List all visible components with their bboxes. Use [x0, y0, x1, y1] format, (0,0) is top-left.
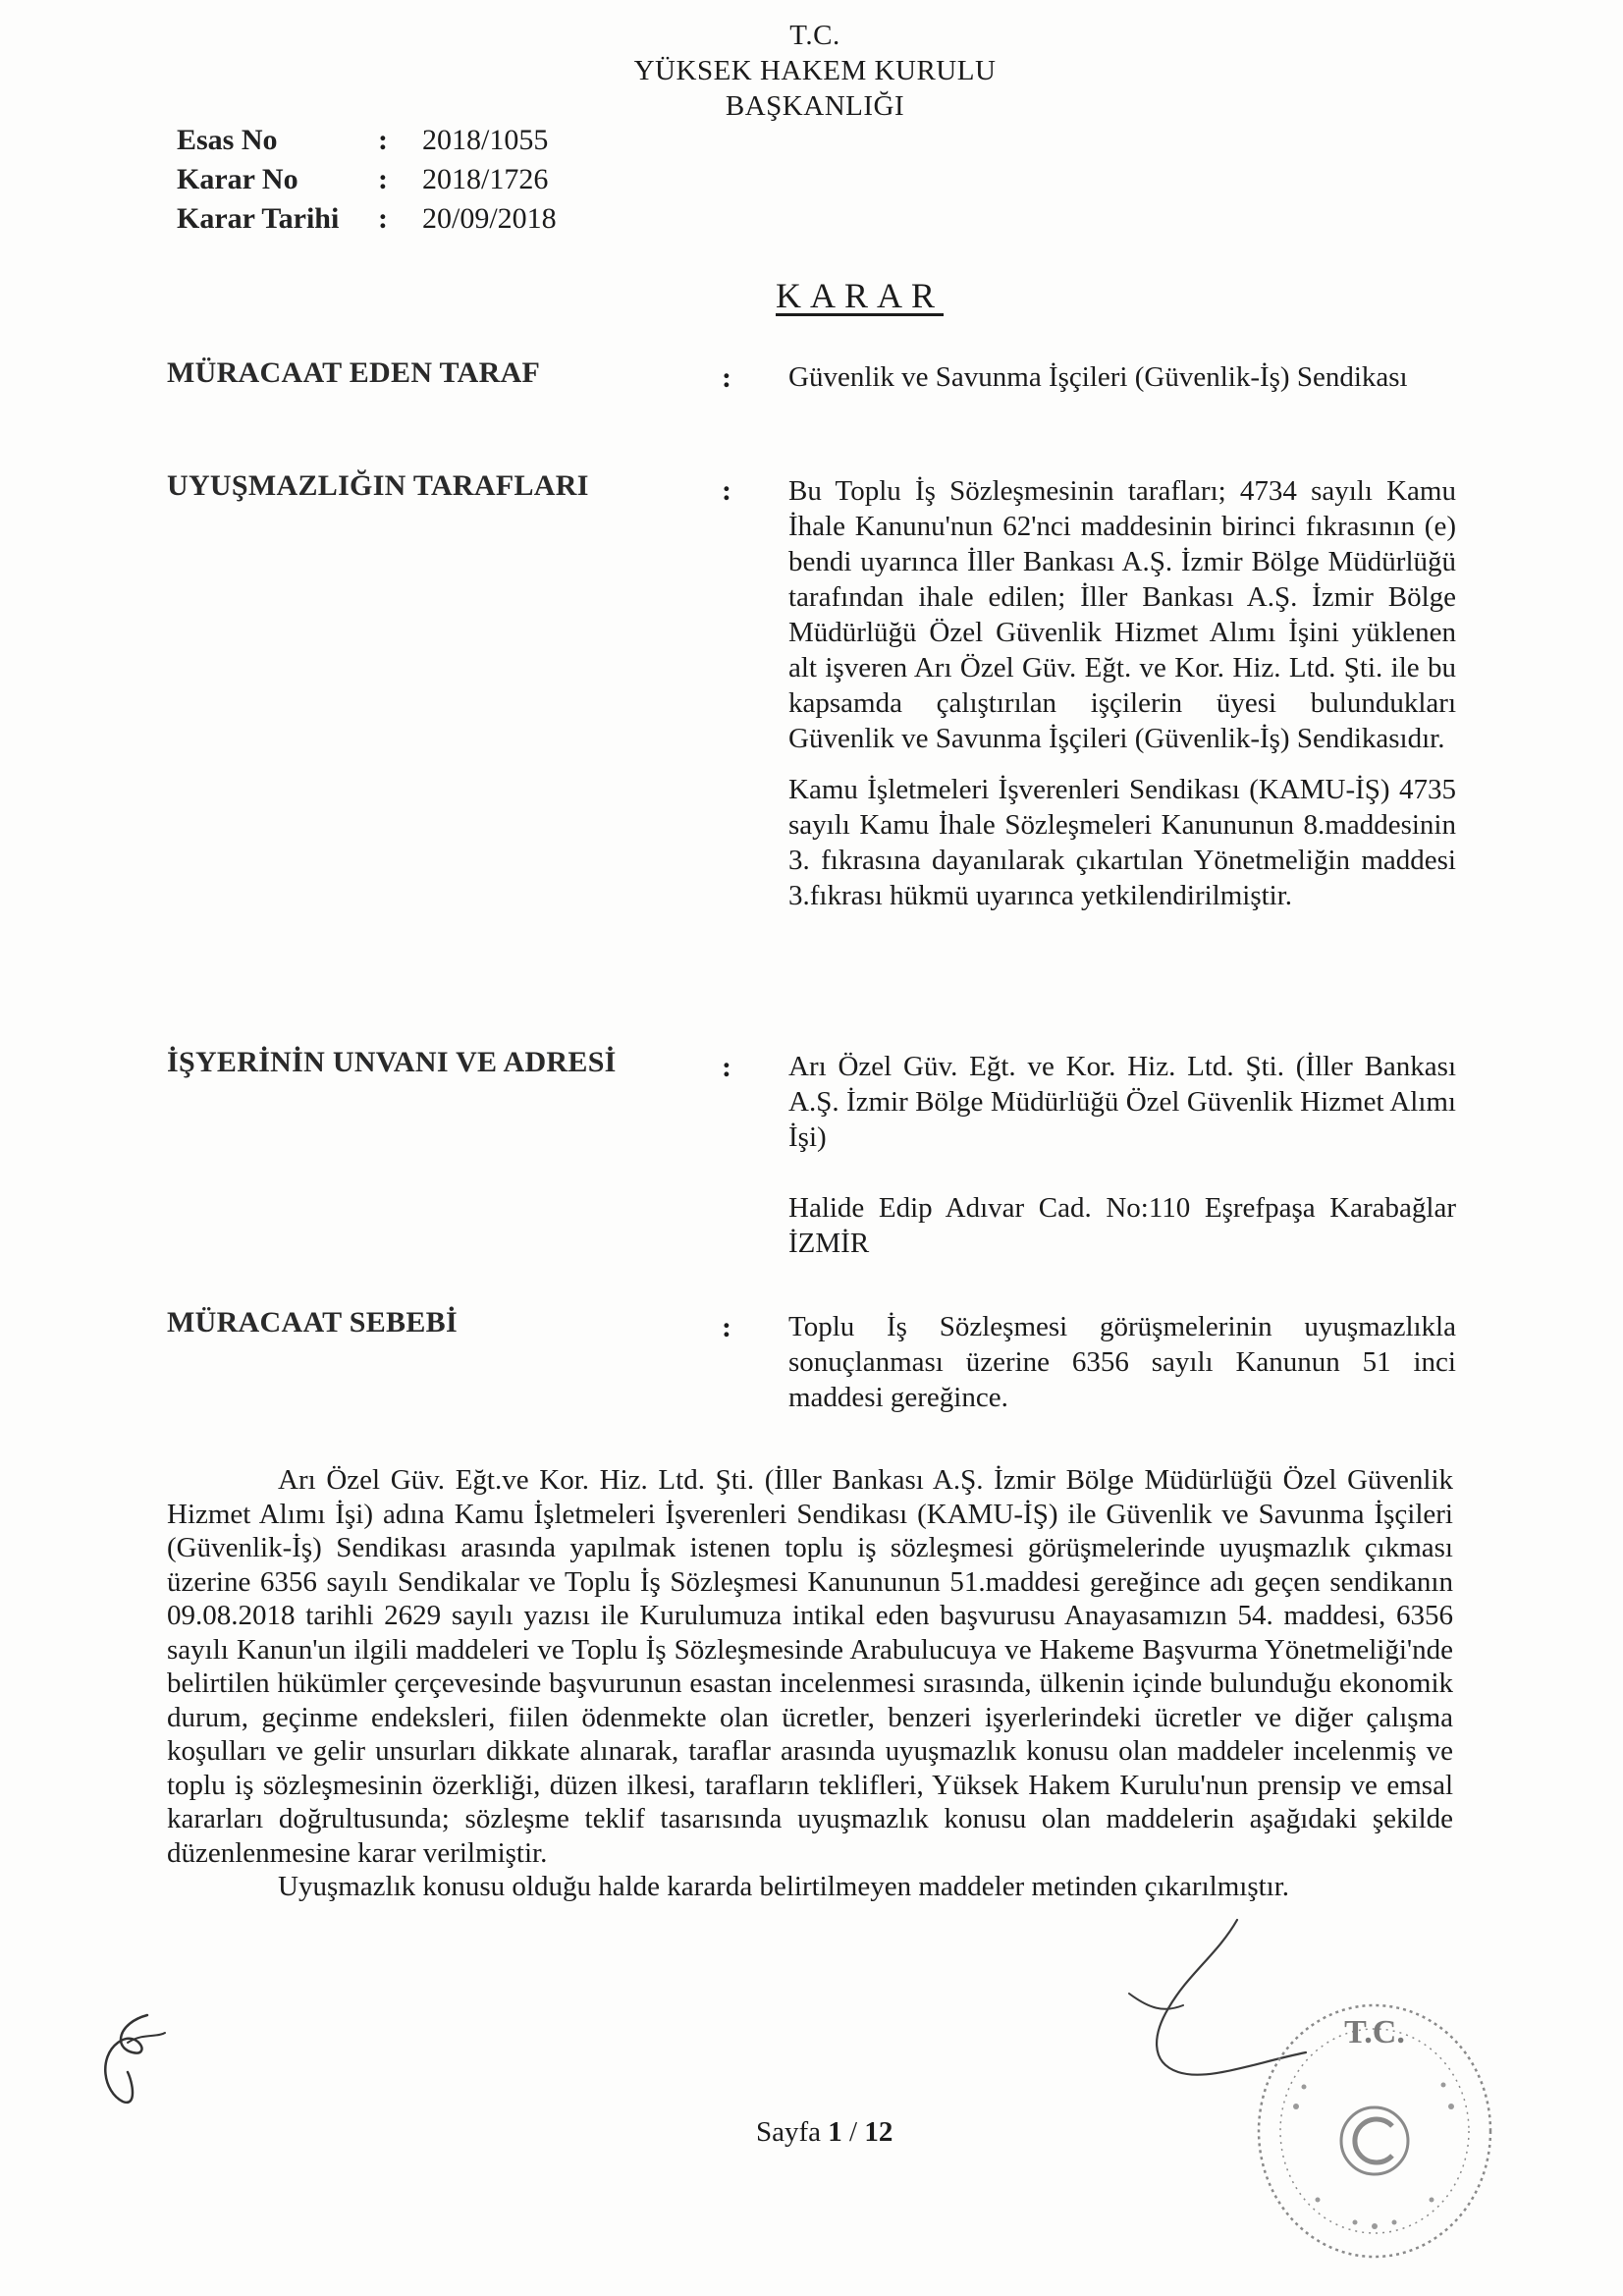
workplace-address: Halide Edip Adıvar Cad. No:110 Eşrefpaşa Karabağlar İZMİR: [788, 1192, 1456, 1259]
parties-colon: :: [722, 474, 731, 507]
parties-text: [788, 473, 1456, 913]
header-tc: T.C.: [789, 20, 840, 51]
tarih-value: 20/09/2018: [422, 202, 557, 235]
esas-colon: :: [378, 124, 388, 156]
reason-colon: :: [722, 1311, 731, 1343]
case-meta: [177, 124, 619, 242]
parties-label: UYUŞMAZLIĞIN TARAFLARI: [167, 469, 589, 502]
page-separator: /: [849, 2116, 858, 2148]
body-paragraph-1: Arı Özel Güv. Eğt.ve Kor. Hiz. Ltd. Şti. (İller Bankası A.Ş. İzmir Bölge Müdürlüğü Özel Güvenlik Hizmet Alımı İşi) adına Kamu İşletmeleri İşverenleri Sendikası (KAMU-İŞ) ile Güvenlik ve Savunma İşçileri (Güvenlik-İş) Sendikası arasında yapılmak istenen toplu iş sözleşmesi görüşmelerinde uyuşmazlık çıkması üzerine 6356 sayılı Sendikalar ve Toplu İş Sözleşmesi Kanununun 51.maddesi gereğince adı geçen sendikanın 09.08.2018 tarihli 2629 sayılı yazısı ile Kurulumuza intikal eden başvurusu Anayasamızın 54. maddesi, 6356 sayılı Kanun'un ilgili maddeleri ve Toplu İş Sözleşmesinde Arabulucuya ve Hakeme Başvurma Yönetmeliği'nde belirtilen hükümler çerçevesinde başvurunun esastan incelenmesi sırasında, ülkenin içinde bulunduğu ekonomik durum, geçinme endeksleri, fiilen ödenmekte olan ücretler, benzeri işyerlerindeki ücretler ve diğer çalışma koşulları ve gelir unsurları dikkate alınarak, taraflar arasında uyuşmazlık konusu olan maddeler incelenmiş ve toplu iş sözleşmesinin özerkliği, düzen ilkesi, tarafların teklifleri, Yüksek Hakem Kurulu'nun prensip ve emsal kararları doğrultusunda; sözleşme teklif tasarısında uyuşmazlık konusu olan maddelerin aşağıdaki şekilde düzenlenmesine karar verilmiştir.: [167, 1464, 1453, 1869]
page-number: [756, 2116, 893, 2149]
decision-body: [167, 1463, 1453, 1904]
header-institution: YÜKSEK HAKEM KURULU: [633, 55, 997, 86]
esas-value: 2018/1055: [422, 124, 549, 156]
tarih-label: Karar Tarihi: [177, 202, 340, 235]
karar-colon: :: [378, 163, 388, 195]
reason-paragraph: Toplu İş Sözleşmesi görüşmelerinin uyuşmazlıkla sonuçlanması üzerine 6356 sayılı Kanunun 51 inci maddesi gereğince.: [788, 1311, 1456, 1413]
workplace-name: Arı Özel Güv. Eğt. ve Kor. Hiz. Ltd. Şti. (İller Bankası A.Ş. İzmir Bölge Müdürlüğü Özel Güvenlik Hizmet Alımı İşi): [788, 1051, 1456, 1153]
parties-paragraph-2: Kamu İşletmeleri İşverenleri Sendikası (KAMU-İŞ) 4735 sayılı Kamu İhale Sözleşmeleri Kanununun 8.maddesinin 3. fıkrasına dayanılarak çıkartılan Yönetmeliğin maddesi 3.fıkrası hükmü uyarınca yetkilendirilmiştir.: [788, 774, 1456, 911]
reason-text: [788, 1309, 1456, 1415]
parties-paragraph-1: Bu Toplu İş Sözleşmesinin tarafları; 4734 sayılı Kamu İhale Kanunu'nun 62'nci maddesinin birinci fıkrasının (e) bendi uyarınca İller Bankası A.Ş. İzmir Bölge Müdürlüğü tarafından ihale edilen; İller Bankası A.Ş. İzmir Bölge Müdürlüğü Özel Güvenlik Hizmet Alımı İşini yüklenen alt işveren Arı Özel Güv. Eğt. ve Kor. Hiz. Ltd. Şti. ile bu kapsamda çalıştırılan işçilerin üyesi bulundukları Güvenlik ve Savunma İşçileri (Güvenlik-İş) Sendikasıdır.: [788, 475, 1456, 754]
official-stamp: [1227, 1969, 1512, 2283]
karar-value: 2018/1726: [422, 163, 549, 195]
karar-label: Karar No: [177, 163, 298, 195]
applicant-text: [788, 359, 1456, 395]
esas-row: [177, 124, 619, 163]
esas-label: Esas No: [177, 124, 278, 156]
page-current: 1: [828, 2116, 842, 2148]
applicant-label: MÜRACAAT EDEN TARAF: [167, 356, 541, 389]
applicant-paragraph: Güvenlik ve Savunma İşçileri (Güvenlik-İş) Sendikası: [788, 361, 1408, 393]
karar-row: [177, 163, 619, 202]
tarih-colon: :: [378, 202, 388, 235]
applicant-colon: :: [722, 361, 731, 394]
workplace-colon: :: [722, 1051, 731, 1083]
stamp-text: T.C.: [1344, 2014, 1405, 2050]
page-prefix: Sayfa: [756, 2116, 822, 2148]
page-total: 12: [864, 2116, 893, 2148]
body-paragraph-2: Uyuşmazlık konusu olduğu halde kararda belirtilmeyen maddeler metinden çıkarılmıştır.: [278, 1871, 1290, 1902]
tarih-row: [177, 202, 619, 242]
workplace-text: [788, 1049, 1456, 1261]
reason-label: MÜRACAAT SEBEBİ: [167, 1306, 458, 1339]
header-presidency: BAŞKANLIĞI: [725, 90, 905, 122]
signature-mark: [88, 2003, 177, 2111]
workplace-label: İŞYERİNİN UNVANI VE ADRESİ: [167, 1046, 617, 1078]
decision-title: KARAR: [776, 276, 945, 315]
